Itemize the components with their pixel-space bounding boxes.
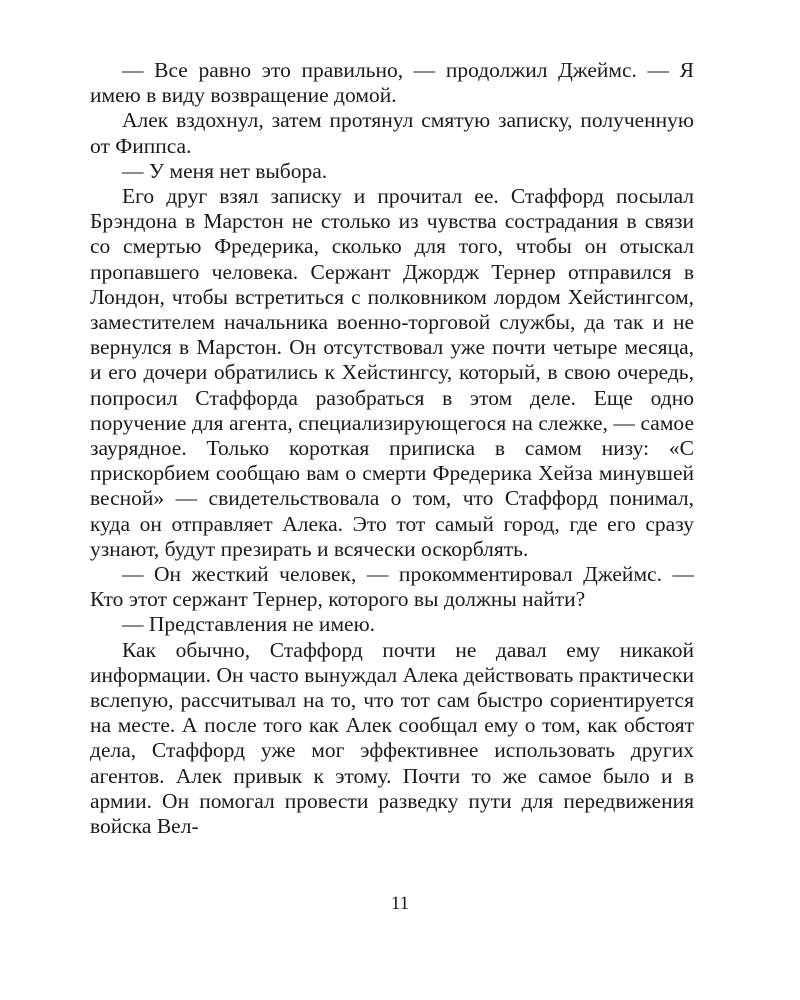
paragraph: Как обычно, Стаффорд почти не давал ему никакой информации. Он часто вынуждал Алека действовать практически вслепую, рассчитывал на то, что тот сам быстро сориентируется на месте. А после того как Алек сообщал ему о том, как обстоят дела, Стаффорд уже мог эффективнее использовать других агентов. Алек привык к этому. Почти то же самое было и в армии. Он помогал провести разведку пути для передвижения войска Вел-: [90, 637, 694, 839]
page-body: [90, 58, 694, 839]
paragraph: Его друг взял записку и прочитал ее. Стаффорд посылал Брэндона в Марстон не столько из чувства сострадания в связи со смертью Фредерика, сколько для того, чтобы он отыскал пропавшего человека. Сержант Джордж Тернер отправился в Лондон, чтобы встретиться с полковником лордом Хейстингсом, заместителем начальника военно-торговой службы, да так и не вернулся в Марстон. Он отсутствовал уже почти четыре месяца, и его дочери обратились к Хейстингсу, который, в свою очередь, попросил Стаффорда разобраться в этом деле. Еще одно поручение для агента, специализирующегося на слежке, — самое заурядное. Только короткая приписка в самом низу: «С прискорбием сообщаю вам о смерти Фредерика Хейза минувшей весной» — свидетельствовала о том, что Стаффорд понимал, куда он отправляет Алека. Это тот самый город, где его сразу узнают, будут презирать и всячески оскорблять.: [90, 184, 694, 561]
paragraph: — Представления не имею.: [122, 612, 376, 637]
paragraph: — Он жесткий человек, — прокомментировал Джеймс. — Кто этот сержант Тернер, которого вы должны найти?: [90, 562, 694, 612]
paragraph: Алек вздохнул, затем протянул смятую записку, полученную от Фиппса.: [90, 108, 694, 158]
paragraph: — Все равно это правильно, — продолжил Джеймс. — Я имею в виду возвращение домой.: [90, 58, 694, 108]
page-number: 11: [390, 893, 410, 914]
paragraph: — У меня нет выбора.: [122, 158, 328, 183]
